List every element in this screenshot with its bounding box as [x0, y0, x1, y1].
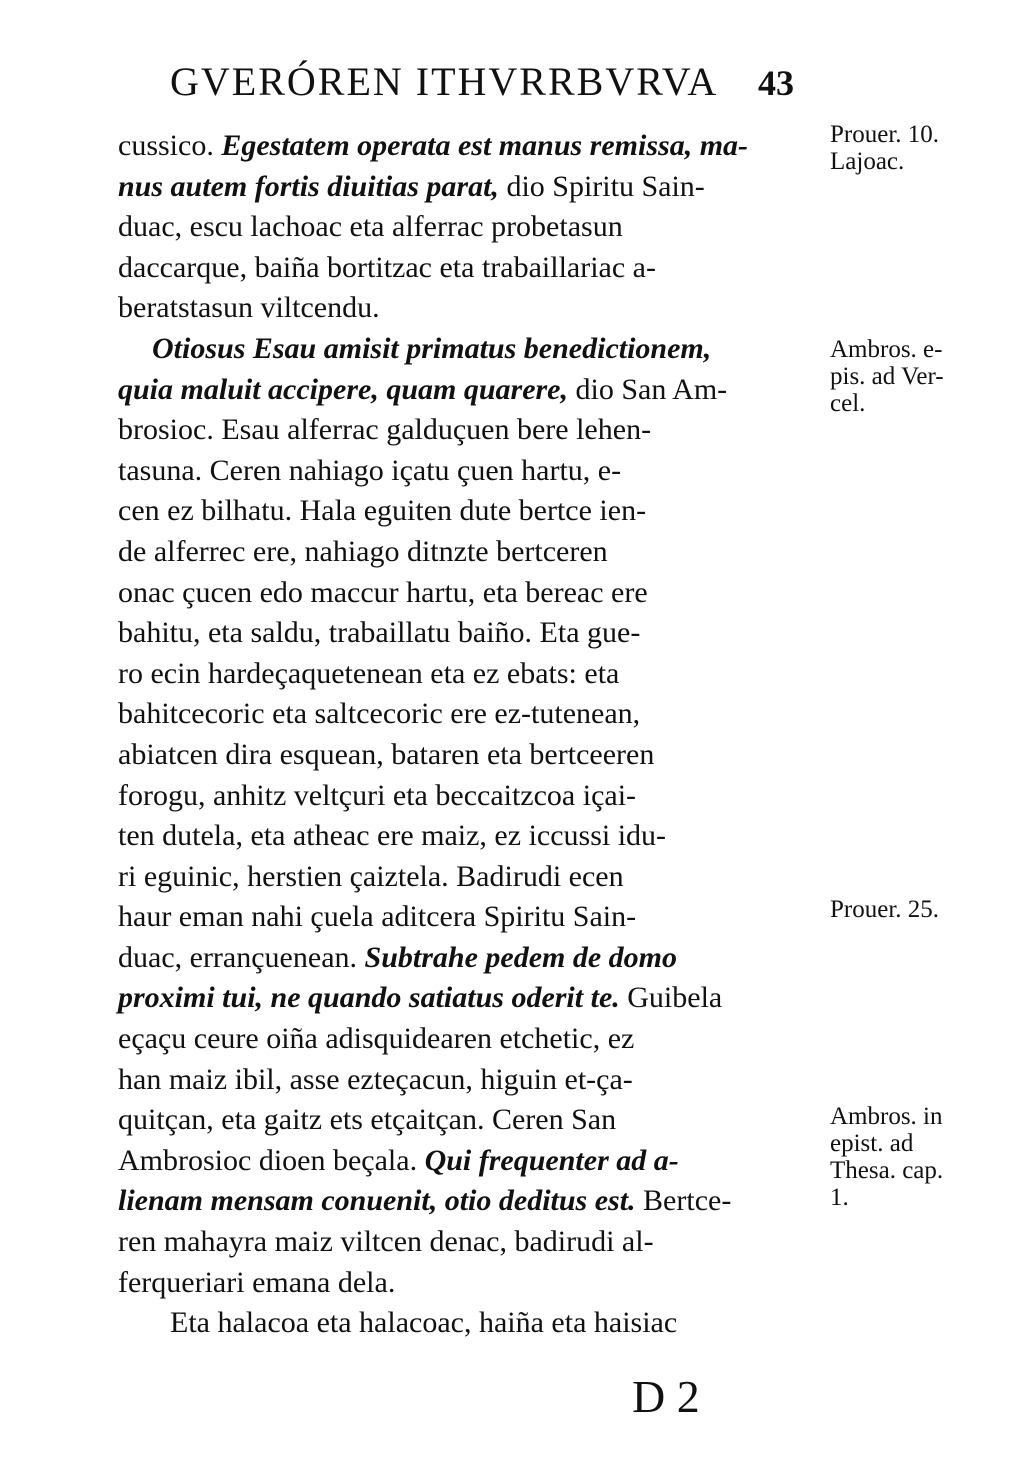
basque-text: ten dutela, eta atheac ere maiz, ez iccussi idu- [118, 819, 667, 853]
basque-text: Eta halacoa eta halacoac, haiña eta haisiac [170, 1306, 678, 1340]
basque-text: brosioc. Esau alferrac galduçuen bere lehen- [118, 413, 652, 447]
margin-note-line: cel. [830, 390, 866, 417]
text-line [118, 654, 818, 695]
basque-text: daccarque, baiña bortitzac eta trabaillariac a- [118, 250, 656, 284]
main-text-column [118, 126, 818, 1344]
margin-note-line: Ambros. in [830, 1103, 943, 1130]
margin-note-line: Thesa. cap. [830, 1157, 944, 1184]
text-line [118, 1019, 818, 1060]
text-line [118, 897, 818, 938]
text-line [118, 126, 818, 167]
basque-text: han maiz ibil, asse ezteçacun, higuin et-ça- [118, 1062, 633, 1096]
latin-quotation: Subtrahe pedem de domo [364, 940, 678, 974]
signature-mark: D 2 [632, 1371, 700, 1422]
text-line [118, 1303, 818, 1344]
latin-quotation: Otiosus Esau amisit primatus benedictionem, [152, 331, 712, 365]
text-line [118, 938, 818, 979]
margin-note-line: 1. [830, 1184, 849, 1211]
margin-note [830, 896, 1010, 923]
basque-text: onac çucen edo maccur hartu, eta bereac ere [118, 575, 648, 609]
basque-text: cen ez bilhatu. Hala eguiten dute bertce ien- [118, 494, 647, 528]
text-line [118, 1100, 818, 1141]
text-line [118, 776, 818, 817]
margin-note-line: Prouer. 10. [830, 121, 940, 148]
basque-text: ferqueriari emana dela. [118, 1265, 396, 1299]
basque-text: dio San Am- [575, 372, 728, 406]
margin-note-line: Ambros. e- [830, 336, 943, 363]
text-line [118, 694, 818, 735]
text-line [118, 573, 818, 614]
text-line [118, 532, 818, 573]
latin-quotation: nus autem fortis diuitias parat, [118, 169, 507, 203]
margin-note-line: Lajoac. [830, 148, 905, 175]
basque-text: duac, escu lachoac eta alferrac probetasun [118, 210, 623, 244]
text-line [118, 735, 818, 776]
text-line [118, 451, 818, 492]
basque-text: haur eman nahi çuela aditcera Spiritu Sain- [118, 900, 637, 934]
text-line [118, 978, 818, 1019]
basque-text: bahitu, eta saldu, trabaillatu baiño. Eta gue- [118, 616, 641, 650]
basque-text: beratstasun viltcendu. [118, 291, 380, 325]
basque-text: forogu, anhitz veltçuri eta beccaitzcoa içai- [118, 778, 637, 812]
latin-quotation: lienam mensam conuenit, otio deditus est. [118, 1184, 644, 1218]
basque-text: eçaçu ceure oiña adisquidearen etchetic, ez [118, 1022, 635, 1056]
margin-note [830, 336, 1010, 417]
text-line [118, 1222, 818, 1263]
basque-text: dio Spiritu Sain- [506, 169, 705, 203]
text-line [118, 370, 818, 411]
basque-text: Bertce- [643, 1184, 732, 1218]
basque-text: ro ecin hardeçaquetenean eta ez ebats: eta [118, 656, 620, 690]
basque-text: Ambrosioc dioen beçala. [118, 1143, 425, 1177]
text-line [118, 1181, 818, 1222]
basque-text: ren mahayra maiz viltcen denac, badirudi al- [118, 1225, 654, 1259]
text-line [118, 613, 818, 654]
margin-note-line: epist. ad [830, 1130, 914, 1157]
text-line [118, 1141, 818, 1182]
latin-quotation: proximi tui, ne quando satiatus oderit te. [118, 981, 628, 1015]
text-line [118, 207, 818, 248]
basque-text: bahitcecoric eta saltcecoric ere ez-tutenean, [118, 697, 641, 731]
basque-text: Guibela [627, 981, 723, 1015]
basque-text: tasuna. Ceren nahiago içatu çuen hartu, e- [118, 453, 622, 487]
text-line [118, 329, 818, 370]
margin-note [830, 121, 1010, 175]
latin-quotation: Qui frequenter ad a- [424, 1143, 679, 1177]
basque-text: de alferrec ere, nahiago ditnzte bertceren [118, 534, 608, 568]
latin-quotation: quia maluit accipere, quam quarere, [118, 372, 576, 406]
text-line [118, 248, 818, 289]
basque-text: cussico. [118, 129, 222, 162]
text-line [118, 410, 818, 451]
running-title: GVERÓREN ITHVRRBVRVA [170, 59, 719, 104]
page-number: 43 [758, 63, 794, 103]
page-header [170, 58, 830, 118]
margin-note-line: pis. ad Ver- [830, 363, 944, 390]
text-line [118, 857, 818, 898]
text-line [118, 288, 818, 329]
text-line [118, 167, 818, 208]
margin-note [830, 1103, 1010, 1211]
text-line [118, 1263, 818, 1304]
basque-text: abiatcen dira esquean, bataren eta bertceeren [118, 737, 655, 771]
basque-text: ri eguinic, herstien çaiztela. Badirudi ecen [118, 859, 624, 893]
latin-quotation: Egestatem operata est manus remissa, ma- [221, 129, 749, 162]
text-line [118, 491, 818, 532]
text-line [118, 816, 818, 857]
text-line [118, 1060, 818, 1101]
basque-text: quitçan, eta gaitz ets etçaitçan. Ceren San [118, 1103, 617, 1137]
basque-text: duac, errançuenean. [118, 940, 365, 974]
margin-note-line: Prouer. 25. [830, 896, 940, 923]
